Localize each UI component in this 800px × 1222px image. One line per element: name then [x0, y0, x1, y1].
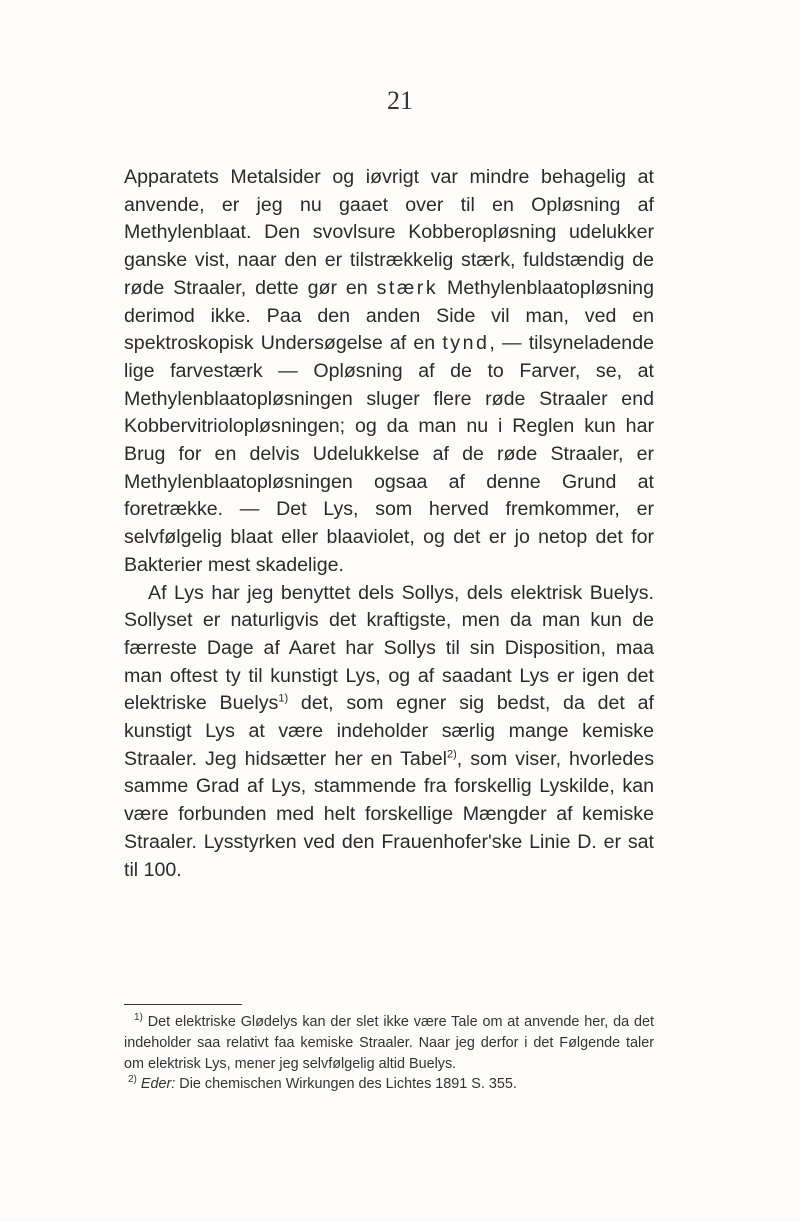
paragraph-1-part-3: , — tilsyneladende lige farvestærk — Opløsning af de to Farver, se, at Methylenblaatopløsningen sluger flere røde Straaler end Kobbervitriolopløsningen; og da man nu i Reglen kun har Brug for en delvis Udelukkelse af de røde Straaler, er Methylenblaatopløsningen ogsaa af denne Grund at foretrække. — Det Lys, som herved fremkommer, er selvfølgelig blaat eller blaaviolet, og det er jo netop det for Bakterier mest skadelige. — [124, 332, 654, 576]
spaced-word-staerk: stærk — [376, 276, 439, 299]
footnote-1-text: Det elektriske Glødelys kan der slet ikke være Tale om at anvende her, da det indeholder saa relativt faa kemiske Straaler. Naar jeg derfor i det Følgende taler om elektrisk Lys, mener jeg selvfølgelig altid Buelys. — [124, 1014, 655, 1072]
paragraph-2-part-2: det, som egner sig bedst, da det af kunstigt Lys at være indeholder særlig mange kemiske Straaler. Jeg hidsætter her en Tabel — [124, 692, 654, 770]
footnote-ref-1[interactable]: 1) — [278, 692, 289, 705]
body-text — [124, 164, 654, 884]
paragraph-1-part-1: Apparatets Metalsider og iøvrigt var mindre behagelig at anvende, er jeg nu gaaet over til en Opløsning af Methylenblaat. Den svovlsure Kobberopløsning udelukker ganske vist, naar den er tilstrækkelig stærk, fuldstændig de røde Straaler, dette gør en — [124, 166, 654, 299]
footnote-2-text: Die chemischen Wirkungen des Lichtes 1891 S. 355. — [175, 1076, 517, 1093]
footnote-2 — [124, 1074, 654, 1095]
paragraph-2-part-1: Af Lys har jeg benyttet dels Sollys, dels elektrisk Buelys. Sollyset er naturligvis det kraftigste, men da man kun de færreste Dage af Aaret har Sollys til sin Disposition, maa man oftest ty til kunstigt Lys, og af saadant Lys er igen det elektriske Buelys — [124, 581, 654, 715]
footnote-2-author: Eder: — [140, 1076, 176, 1093]
paragraph-1 — [124, 164, 654, 580]
footnote-divider — [124, 1004, 242, 1005]
footnote-ref-2[interactable]: 2) — [446, 748, 457, 761]
page-number: 21 — [387, 86, 413, 115]
footnotes — [124, 1012, 654, 1095]
footnote-1 — [124, 1012, 654, 1074]
paragraph-2 — [124, 580, 654, 885]
footnote-2-mark: 2) — [128, 1074, 137, 1086]
spaced-word-tynd: tynd — [442, 332, 490, 355]
paragraph-2-part-3: , som viser, hvorledes samme Grad af Lys, stammende fra forskellig Lyskilde, kan være forbunden med helt forskellige Mængder af kemiske Straaler. Lysstyrken ved den Frauenhofer'ske Linie D. er sat til 100. — [124, 747, 654, 881]
footnote-1-mark: 1) — [134, 1012, 143, 1024]
paragraph-1-part-2: Methylenblaatopløsning derimod ikke. Paa den anden Side vil man, ved en spektroskopisk Undersøgelse af en — [124, 276, 654, 355]
